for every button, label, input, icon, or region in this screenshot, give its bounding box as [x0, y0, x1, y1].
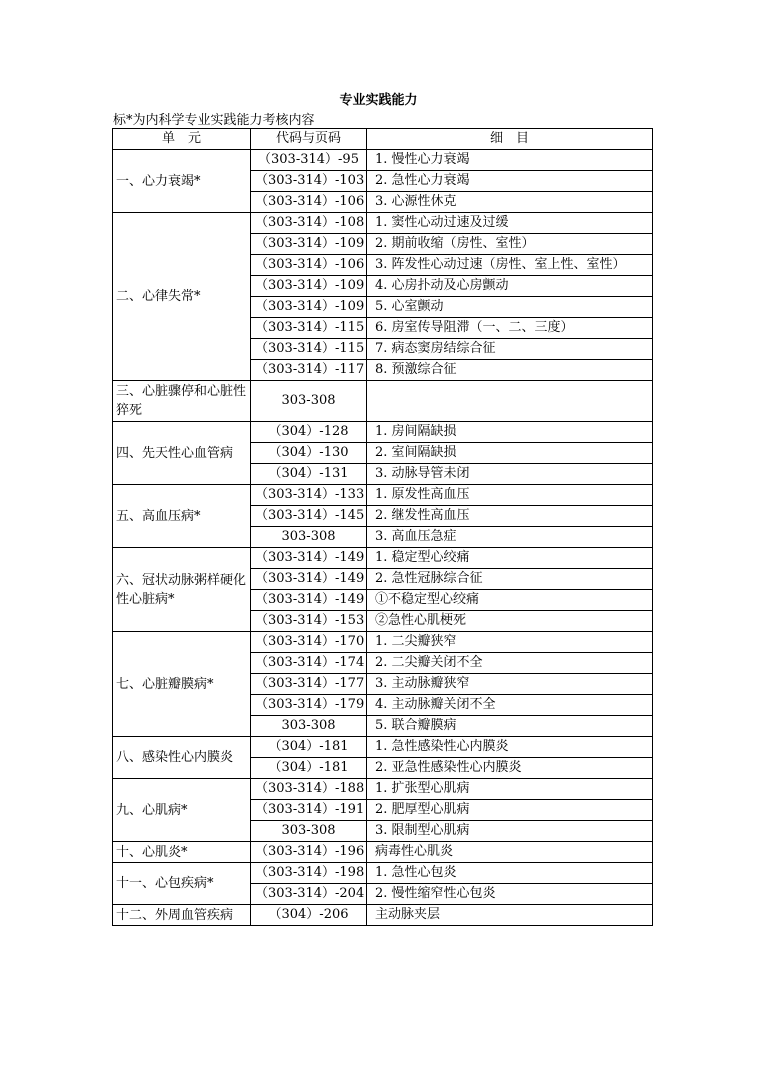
code-cell: （303-314）-95: [251, 150, 367, 171]
code-cell: （303-314）-204: [251, 884, 367, 905]
unit-cell: 二、心律失常*: [113, 213, 251, 381]
code-cell: （303-314）-191: [251, 800, 367, 821]
detail-cell: 3. 阵发性心动过速（房性、室上性、室性）: [367, 255, 653, 276]
code-cell: （303-314）-108: [251, 213, 367, 234]
code-cell: （303-314）-170: [251, 632, 367, 653]
detail-cell: 3. 主动脉瓣狭窄: [367, 674, 653, 695]
code-cell: 303-308: [251, 821, 367, 842]
detail-cell: 主动脉夹层: [367, 905, 653, 926]
detail-cell: 3. 限制型心肌病: [367, 821, 653, 842]
code-cell: （304）-206: [251, 905, 367, 926]
code-cell: （303-314）-145: [251, 506, 367, 527]
unit-cell: 十一、心包疾病*: [113, 863, 251, 905]
code-cell: （303-314）-149: [251, 569, 367, 590]
code-cell: （303-314）-174: [251, 653, 367, 674]
unit-cell: 十、心肌炎*: [113, 842, 251, 863]
code-cell: （304）-131: [251, 464, 367, 485]
code-cell: 303-308: [251, 716, 367, 737]
code-cell: （304）-181: [251, 737, 367, 758]
unit-cell: 六、冠状动脉粥样硬化性心脏病*: [113, 548, 251, 632]
code-cell: 303-308: [251, 527, 367, 548]
unit-cell: 十二、外周血管疾病: [113, 905, 251, 926]
unit-cell: 七、心脏瓣膜病*: [113, 632, 251, 737]
code-cell: （303-314）-179: [251, 695, 367, 716]
detail-cell: [367, 381, 653, 422]
table-row: [113, 422, 653, 443]
detail-cell: 2. 慢性缩窄性心包炎: [367, 884, 653, 905]
detail-cell: 1. 二尖瓣狭窄: [367, 632, 653, 653]
detail-cell: 1. 慢性心力衰竭: [367, 150, 653, 171]
detail-cell: 2. 急性心力衰竭: [367, 171, 653, 192]
code-cell: （304）-128: [251, 422, 367, 443]
detail-cell: 6. 房室传导阻滞（一、二、三度）: [367, 318, 653, 339]
table-row: [113, 485, 653, 506]
header-unit: 单 元: [113, 129, 251, 150]
header-detail: 细 目: [367, 129, 653, 150]
table-row: [113, 381, 653, 422]
detail-cell: 2. 急性冠脉综合征: [367, 569, 653, 590]
detail-cell: 3. 高血压急症: [367, 527, 653, 548]
detail-cell: 4. 心房扑动及心房颤动: [367, 276, 653, 297]
code-cell: （303-314）-149: [251, 548, 367, 569]
code-cell: （303-314）-109: [251, 234, 367, 255]
code-cell: （303-314）-177: [251, 674, 367, 695]
code-cell: （303-314）-115: [251, 318, 367, 339]
table-row: [113, 150, 653, 171]
detail-cell: 2. 继发性高血压: [367, 506, 653, 527]
detail-cell: 1. 原发性高血压: [367, 485, 653, 506]
table-row: [113, 737, 653, 758]
code-cell: 303-308: [251, 381, 367, 422]
detail-cell: 2. 二尖瓣关闭不全: [367, 653, 653, 674]
code-cell: （303-314）-117: [251, 360, 367, 381]
unit-cell: 四、先天性心血管病: [113, 422, 251, 485]
detail-cell: 3. 动脉导管未闭: [367, 464, 653, 485]
syllabus-table: [112, 128, 653, 926]
code-cell: （303-314）-133: [251, 485, 367, 506]
code-cell: （303-314）-103: [251, 171, 367, 192]
code-cell: （303-314）-196: [251, 842, 367, 863]
detail-cell: 4. 主动脉瓣关闭不全: [367, 695, 653, 716]
code-cell: （303-314）-109: [251, 297, 367, 318]
table-body: [113, 150, 653, 926]
unit-cell: 九、心肌病*: [113, 779, 251, 842]
detail-cell: 1. 急性感染性心内膜炎: [367, 737, 653, 758]
detail-cell: 1. 窦性心动过速及过缓: [367, 213, 653, 234]
header-code: 代码与页码: [251, 129, 367, 150]
code-cell: （303-314）-198: [251, 863, 367, 884]
detail-cell: 5. 心室颤动: [367, 297, 653, 318]
table-row: [113, 863, 653, 884]
detail-cell: 病毒性心肌炎: [367, 842, 653, 863]
detail-cell: 3. 心源性休克: [367, 192, 653, 213]
table-row: [113, 779, 653, 800]
code-cell: （303-314）-149: [251, 590, 367, 611]
detail-cell: 2. 室间隔缺损: [367, 443, 653, 464]
table-row: [113, 905, 653, 926]
page-title: 专业实践能力: [339, 93, 418, 108]
detail-cell: 1. 房间隔缺损: [367, 422, 653, 443]
unit-cell: 八、感染性心内膜炎: [113, 737, 251, 779]
detail-cell: 2. 肥厚型心肌病: [367, 800, 653, 821]
detail-cell: 1. 急性心包炎: [367, 863, 653, 884]
detail-cell: 8. 预激综合征: [367, 360, 653, 381]
detail-cell: 5. 联合瓣膜病: [367, 716, 653, 737]
unit-cell: 三、心脏骤停和心脏性猝死: [113, 381, 251, 422]
subtitle-note: 标*为内科学专业实践能力考核内容: [113, 113, 315, 128]
code-cell: （304）-130: [251, 443, 367, 464]
code-cell: （303-314）-153: [251, 611, 367, 632]
code-cell: （303-314）-115: [251, 339, 367, 360]
table-header-row: [113, 129, 653, 150]
table-row: [113, 842, 653, 863]
code-cell: （303-314）-106: [251, 192, 367, 213]
detail-cell: 2. 亚急性感染性心内膜炎: [367, 758, 653, 779]
unit-cell: 一、心力衰竭*: [113, 150, 251, 213]
table-row: [113, 632, 653, 653]
detail-cell: ②急性心肌梗死: [367, 611, 653, 632]
unit-cell: 五、高血压病*: [113, 485, 251, 548]
code-cell: （303-314）-188: [251, 779, 367, 800]
detail-cell: 1. 稳定型心绞痛: [367, 548, 653, 569]
detail-cell: 2. 期前收缩（房性、室性）: [367, 234, 653, 255]
detail-cell: ①不稳定型心绞痛: [367, 590, 653, 611]
detail-cell: 1. 扩张型心肌病: [367, 779, 653, 800]
detail-cell: 7. 病态窦房结综合征: [367, 339, 653, 360]
table-row: [113, 213, 653, 234]
table-row: [113, 548, 653, 569]
code-cell: （303-314）-106: [251, 255, 367, 276]
code-cell: （304）-181: [251, 758, 367, 779]
code-cell: （303-314）-109: [251, 276, 367, 297]
